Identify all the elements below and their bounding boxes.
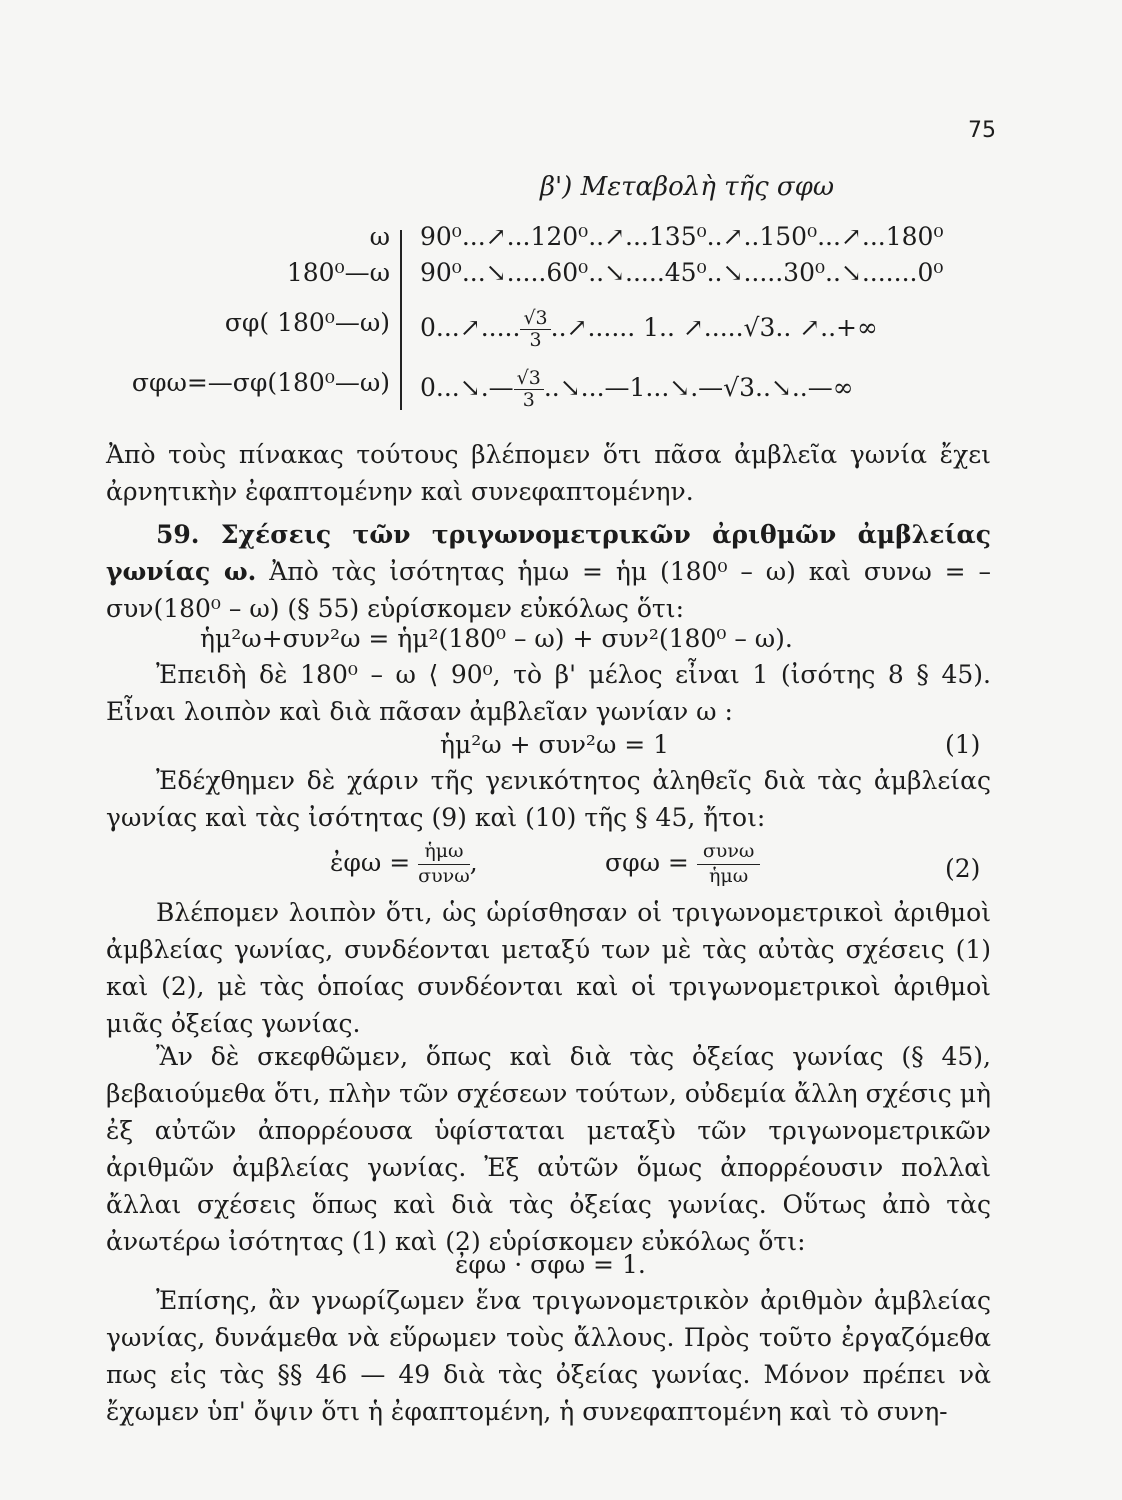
equation-1: ἡμ²ω + συν²ω = 1 [440,730,670,759]
equation-product: ἐφω · σφω = 1. [455,1250,646,1279]
sqrt3-over-3-fraction: $\frac{√3}{3}$ [520,308,550,351]
page-number: 75 [968,118,996,143]
row-values: 0...↗..... $\frac{√3}{3}$ ..↗...... 1.. ↗.....√3.. ↗..+∞ [420,307,878,351]
equation-number-2: (2) [945,854,981,883]
paragraph-also: Ἐπίσης, ἂν γνωρίζωμεν ἕνα τριγωνομετρικὸν ἀριθμὸν ἀμβλείας γωνίας, δυνάμεθα νὰ εὕρωμεν τοὺς ἄλλους. Πρὸς τοῦτο ἐργαζόμεθα πως εἰς τὰς §§ 46 — 49 διὰ τὰς ὀξείας γωνίας. Μόνον πρέπει νὰ ἔχωμεν ὑπ' ὄψιν ὅτι ἡ ἐφαπτομένη, ἡ συνεφαπτομένη καὶ τὸ συνη- [106,1286,991,1426]
sqrt3-over-3-fraction: $\frac{√3}{3}$ [514,368,544,411]
row-label: σφ( 180⁰—ω) [224,308,390,337]
paragraph-accepted: Ἐδέχθημεν δὲ χάριν τῆς γενικότητος ἀληθεῖς διὰ τὰς ἀμβλείας γωνίας καὶ τὰς ἰσότητας (9) καὶ (10) τῆς § 45, ἤτοι: [106,766,991,832]
paragraph-obtuse-sign: Ἀπὸ τοὺς πίνακας τούτους βλέπομεν ὅτι πᾶσα ἀμβλεῖα γωνία ἔχει ἀρνητικὴν ἐφαπτομένην καὶ συνεφαπτομένην. [106,440,991,506]
row-values: 0...↘.— $\frac{√3}{3}$ ..↘...—1...↘.—√3..↘..—∞ [420,367,854,411]
equation-tan: ἐφω = ἡμω συνω , [330,840,478,887]
paragraph-if-we-think: Ἂν δὲ σκεφθῶμεν, ὅπως καὶ διὰ τὰς ὀξείας γωνίας (§ 45), βεβαιούμεθα ὅτι, πλὴν τῶν σχέσεων τούτων, οὐδεμία ἄλλη σχέσις μὴ ἐξ αὐτῶν ἀπορρέουσα ὑφίσταται μεταξὺ τῶν τριγωνομετρικῶν ἀριθμῶν ἀμβλείας γωνίας. Ἐξ αὐτῶν ὅμως ἀπορρέουσιν πολλαὶ ἄλλαι σχέσεις ὅπως καὶ διὰ τὰς ὀξείας γωνίας. Οὕτως ἀπὸ τὰς ἀνωτέρω ἰσότητας (1) καὶ (2) εὑρίσκομεν εὐκόλως ὅτι: [106,1042,991,1256]
equation-identity-expanded: ἡμ²ω+συν²ω = ἡμ²(180⁰ – ω) + συν²(180⁰ – ω). [200,624,793,653]
paragraph-we-see: Βλέπομεν λοιπὸν ὅτι, ὡς ὡρίσθησαν οἱ τριγωνομετρικοὶ ἀριθμοὶ ἀμβλείας γωνίας, συνδέονται μεταξύ των μὲ τὰς αὐτὰς σχέσεις (1) καὶ (2), μὲ τὰς ὁποίας συνδέονται καὶ οἱ τριγωνομετρικοὶ ἀριθμοὶ μιᾶς ὀξείας γωνίας. [106,898,991,1038]
equation-number-1: (1) [945,730,981,759]
row-values: 90⁰...↗...120⁰..↗...135⁰..↗..150⁰...↗...180⁰ [420,222,944,251]
table-row-cot-supplement [90,308,1010,354]
row-label: σφω=—σφ(180⁰—ω) [131,368,390,397]
equation-cot: σφω = συνω ἡμω [605,840,760,889]
table-row-supplement [90,258,1010,304]
row-label: ω [369,222,390,251]
table-title: β') Μεταβολὴ τῆς σφω [540,172,835,202]
section-heading: 59. Σχέσεις τῶν τριγωνομετρικῶν ἀριθμῶν ἀμβλείας γωνίας ω. [106,520,991,586]
row-values: 90⁰...↘.....60⁰..↘.....45⁰..↘.....30⁰..↘.......0⁰ [420,258,944,287]
table-row-cot-omega [90,368,1010,414]
row-label: 180⁰—ω [286,258,390,287]
section-59: 59. Σχέσεις τῶν τριγωνομετρικῶν ἀριθμῶν ἀμβλείας γωνίας ω. Ἀπὸ τὰς ἰσότητας ἡμω = ἡμ (180⁰ – ω) καὶ συνω = – συν(180⁰ – ω) (§ 55) εὑρίσκομεν εὐκόλως ὅτι: [106,520,991,623]
cos-over-sin-fraction: συνω ἡμω [697,840,761,889]
sin-over-cos-fraction: ἡμω συνω [418,840,470,887]
paragraph-since: Ἐπειδὴ δὲ 180⁰ – ω ⟨ 90⁰, τὸ β' μέλος εἶναι 1 (ἰσότης 8 § 45). Εἶναι λοιπὸν καὶ διὰ πᾶσαν ἀμβλεῖαν γωνίαν ω : [106,660,991,726]
